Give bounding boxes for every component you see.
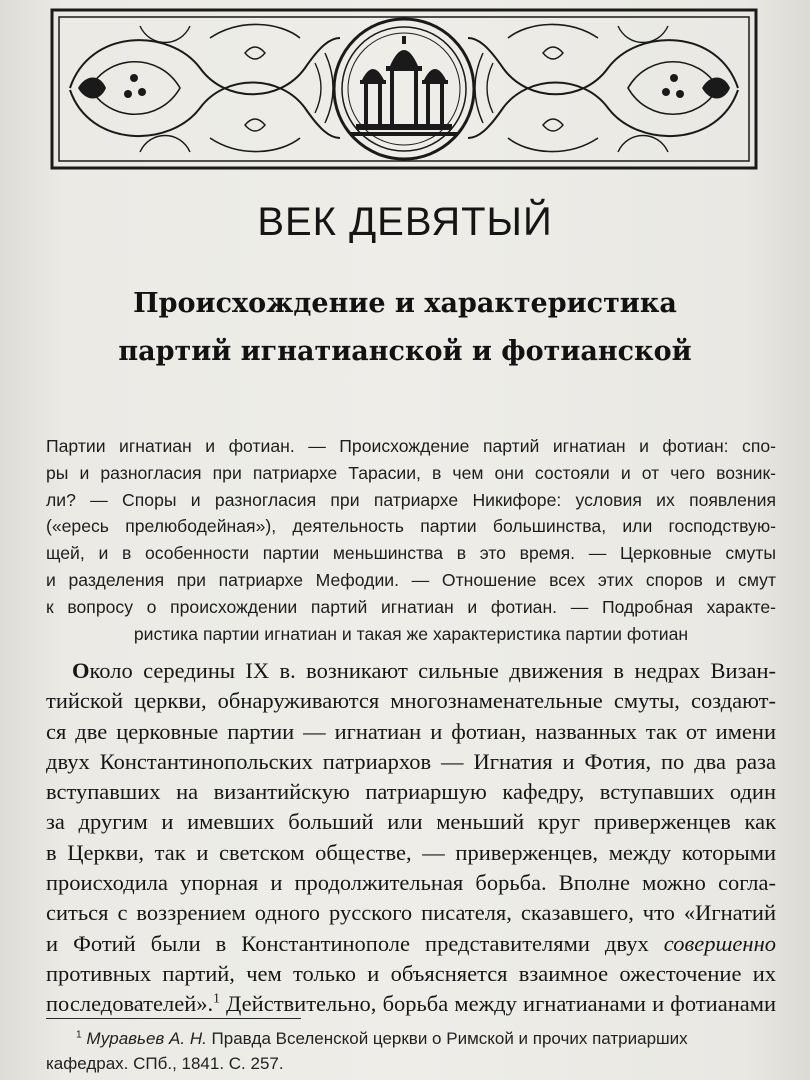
summary-line: и разделения при патриархе Мефодии. — Отношение всех этих споров и смут (46, 569, 776, 590)
body-line: противных партий, чем только и объясняется взаимное ожесточение их (46, 960, 776, 986)
ornamental-header-band (50, 8, 758, 170)
summary-line: к вопросу о происхождении партий игнатиан и фотиан. — Подробная характе- (46, 596, 776, 617)
body-line-text: последователей». (46, 991, 214, 1017)
footnote-line (46, 1026, 776, 1051)
footnote-divider (46, 1018, 301, 1019)
section-title-line-2: партий игнатианской и фотианской (118, 336, 692, 367)
body-paragraph (46, 656, 776, 1020)
body-line-text: коло середины IX в. возникают сильные движения в недрах Визан- (89, 658, 776, 683)
footnote-reference[interactable]: 1 (213, 990, 220, 1006)
body-line: в Церкви, так и светском обществе, — приверженцев, между которыми (46, 839, 776, 865)
body-line: ситься с воззрением одного русского писателя, сказавшего, что «Игнатий (46, 900, 776, 926)
summary-line: ристика партии игнатиан и такая же характеристика партии фотиан (133, 623, 689, 644)
body-line: тийской церкви, обнаруживаются многознаменательные смуты, создают- (46, 688, 776, 714)
chapter-title: ВЕК ДЕВЯТЫЙ (257, 200, 553, 244)
summary-line: щей, и в особенности партии меньшинства в это время. — Церковные смуты (46, 543, 776, 564)
footnote-text: Правда Вселенской церкви о Римской и прочих патриарших (206, 1029, 688, 1048)
footnote-line: кафедрах. СПб., 1841. С. 257. (46, 1054, 284, 1073)
summary-line: («ересь прелюбодейная»), деятельность партии большинства, или господствую- (46, 516, 776, 537)
body-line-text: Действительно, борьба между игнатианами и фотианами (219, 991, 776, 1017)
drop-letter: О (72, 658, 90, 683)
body-line (46, 656, 776, 686)
body-line: двух Константинопольских патриархов — Игнатия и Фотия, по два раза (46, 748, 776, 774)
summary-line: ли? — Споры и разногласия при патриархе Никифоре: условия их появления (46, 489, 776, 510)
footnote-author: Муравьев А. Н. (86, 1029, 207, 1048)
summary-line: Партии игнатиан и фотиан. — Происхождение партий игнатиан и фотиан: спо- (46, 436, 776, 456)
footnote-marker: 1 (76, 1029, 82, 1041)
body-line: ся две церковные партии — игнатиан и фотиан, названных так от имени (46, 718, 776, 744)
chapter-summary (46, 433, 776, 647)
body-line: за другим и имевших больший или меньший круг приверженцев как (46, 809, 776, 835)
temple-emblem-icon (350, 36, 458, 136)
body-line: происходила упорная и продолжительная борьба. Вполне можно согла- (46, 870, 776, 896)
body-line: вступавших на византийскую патриаршую кафедру, вступавших один (46, 779, 776, 805)
footnote (46, 1026, 776, 1076)
body-line (46, 929, 776, 959)
emphasis-word: совершенно (663, 930, 776, 956)
summary-line: ры и разногласия при патриархе Тарасии, в чем они состояли и от чего возник- (46, 462, 776, 483)
body-line (46, 989, 776, 1019)
body-line-text: и Фотий были в Константинополе представителями двух (46, 930, 664, 956)
section-title-line-1: Происхождение и характеристика (133, 288, 677, 319)
